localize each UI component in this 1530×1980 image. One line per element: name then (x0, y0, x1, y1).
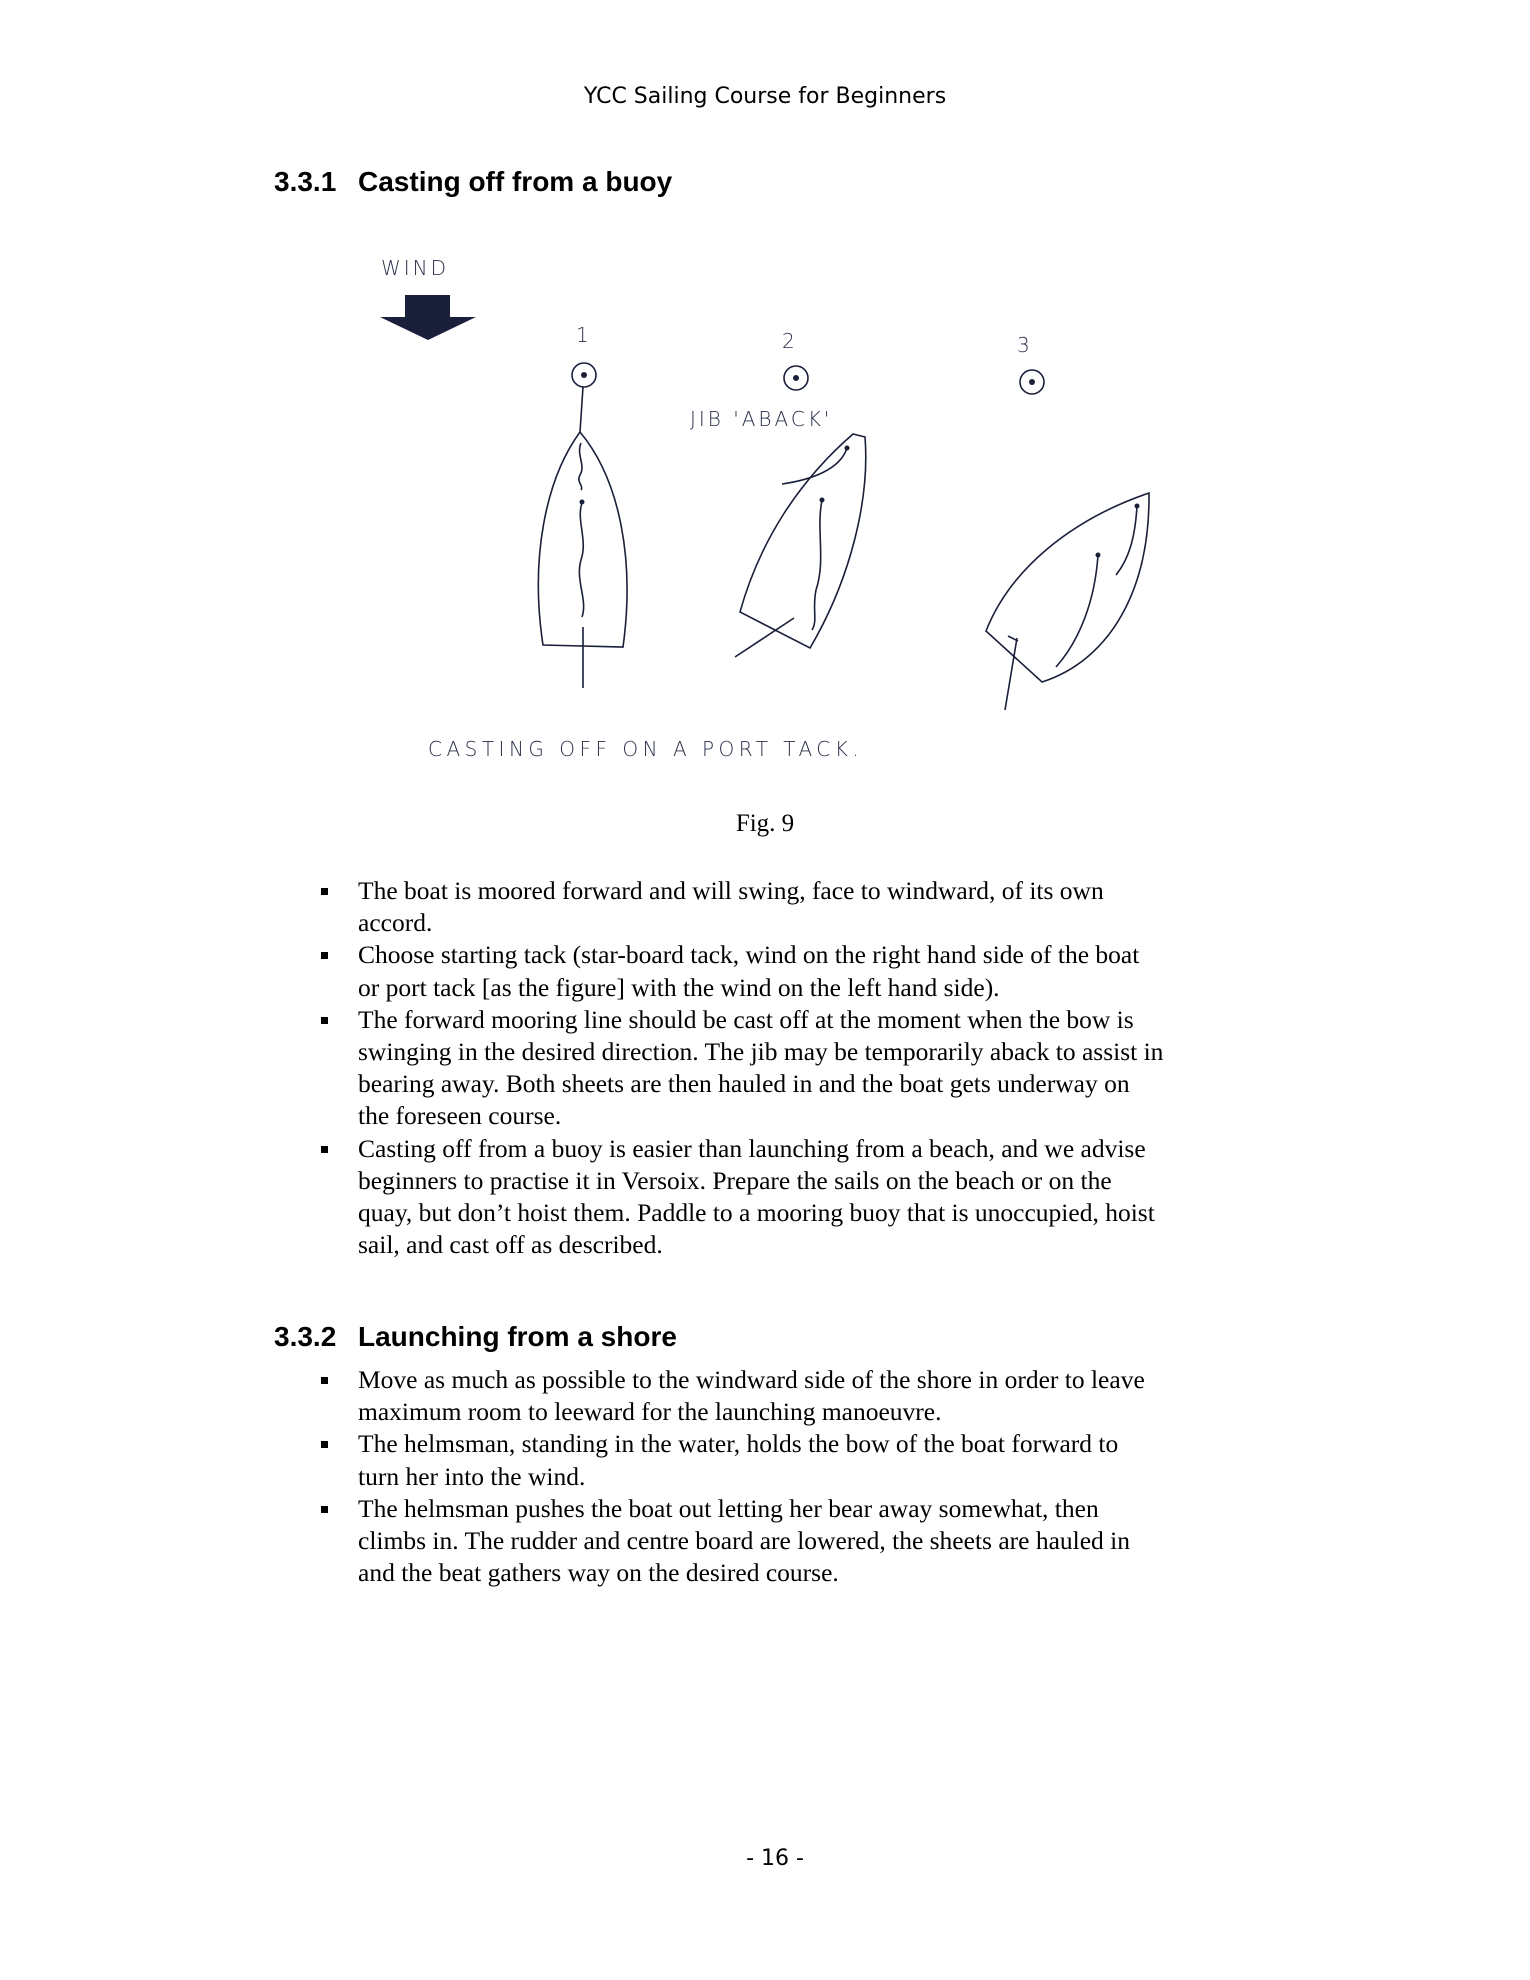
text-line: climbs in. The rudder and centre board are lowered, the sheets are hauled in (358, 1526, 1131, 1556)
list-item (321, 1364, 1145, 1428)
list-item (321, 875, 1163, 939)
section-title: Launching from a shore (358, 1321, 677, 1352)
jib-aback-label: JIB 'ABACK' (690, 407, 833, 431)
boat-2-drawing (735, 434, 866, 657)
handwritten-caption: CASTING OFF ON A PORT TACK. (428, 737, 864, 761)
bullet-icon (321, 1017, 328, 1024)
text-line: the foreseen course. (358, 1101, 562, 1131)
text-line: bearing away. Both sheets are then hauled in and the boat gets underway on (358, 1069, 1130, 1099)
section-title: Casting off from a buoy (358, 166, 673, 197)
text-line: or port tack [as the figure] with the wind on the left hand side). (358, 972, 1000, 1002)
text-line: turn her into the wind. (358, 1461, 586, 1491)
text-line: The forward mooring line should be cast off at the moment when the bow is (358, 1004, 1134, 1034)
buoy-icon (1020, 370, 1044, 394)
text-line: sail, and cast off as described. (358, 1230, 663, 1260)
text-line: maximum room to leeward for the launching manoeuvre. (358, 1397, 942, 1427)
wind-arrow-icon (380, 295, 476, 340)
bullet-list-casting-off (321, 875, 1163, 1261)
bullet-icon (321, 952, 328, 959)
boat-number-2: 2 (782, 329, 798, 353)
boat-number-1: 1 (576, 323, 592, 347)
running-header: YCC Sailing Course for Beginners (583, 84, 947, 109)
text-line: Casting off from a buoy is easier than launching from a beach, and we advise (358, 1133, 1146, 1163)
bullet-icon (321, 1441, 328, 1448)
text-line: The helmsman, standing in the water, holds the bow of the boat forward to (358, 1429, 1119, 1459)
text-line: beginners to practise it in Versoix. Prepare the sails on the beach or on the (358, 1165, 1112, 1195)
text-line: The boat is moored forward and will swing, face to windward, of its own (358, 876, 1104, 905)
text-line: quay, but don’t hoist them. Paddle to a mooring buoy that is unoccupied, hoist (358, 1198, 1155, 1228)
section-heading-3-3-2 (274, 1321, 677, 1353)
text-line: accord. (358, 908, 433, 938)
text-line: Choose starting tack (star-board tack, wind on the right hand side of the boat (358, 940, 1140, 970)
text-line: The helmsman pushes the boat out letting her bear away somewhat, then (358, 1493, 1099, 1523)
bullet-icon (321, 888, 328, 895)
bullet-icon (321, 1146, 328, 1153)
figure-casting-off-diagram (0, 0, 1530, 800)
bullet-icon (321, 1377, 328, 1384)
page-number: - 16 - (746, 1846, 804, 1871)
list-item (321, 1133, 1163, 1262)
boat-3-drawing (986, 493, 1149, 710)
figure-caption: Fig. 9 (735, 810, 795, 837)
wind-label: WIND (381, 256, 450, 280)
list-item (321, 1428, 1145, 1492)
list-item (321, 939, 1163, 1003)
list-item (321, 1004, 1163, 1133)
text-line: swinging in the desired direction. The jib may be temporarily aback to assist in (358, 1037, 1164, 1067)
boat-number-3: 3 (1017, 333, 1033, 357)
boat-1-drawing (538, 387, 627, 688)
buoy-icon (784, 366, 808, 390)
bullet-list-launching (321, 1364, 1145, 1589)
section-number: 3.3.2 (274, 1321, 337, 1352)
text-line: and the beat gathers way on the desired course. (358, 1558, 839, 1588)
buoy-icon (572, 363, 596, 387)
bullet-icon (321, 1506, 328, 1513)
list-item (321, 1493, 1145, 1590)
text-line: Move as much as possible to the windward side of the shore in order to leave (358, 1365, 1145, 1394)
section-number: 3.3.1 (274, 166, 337, 197)
